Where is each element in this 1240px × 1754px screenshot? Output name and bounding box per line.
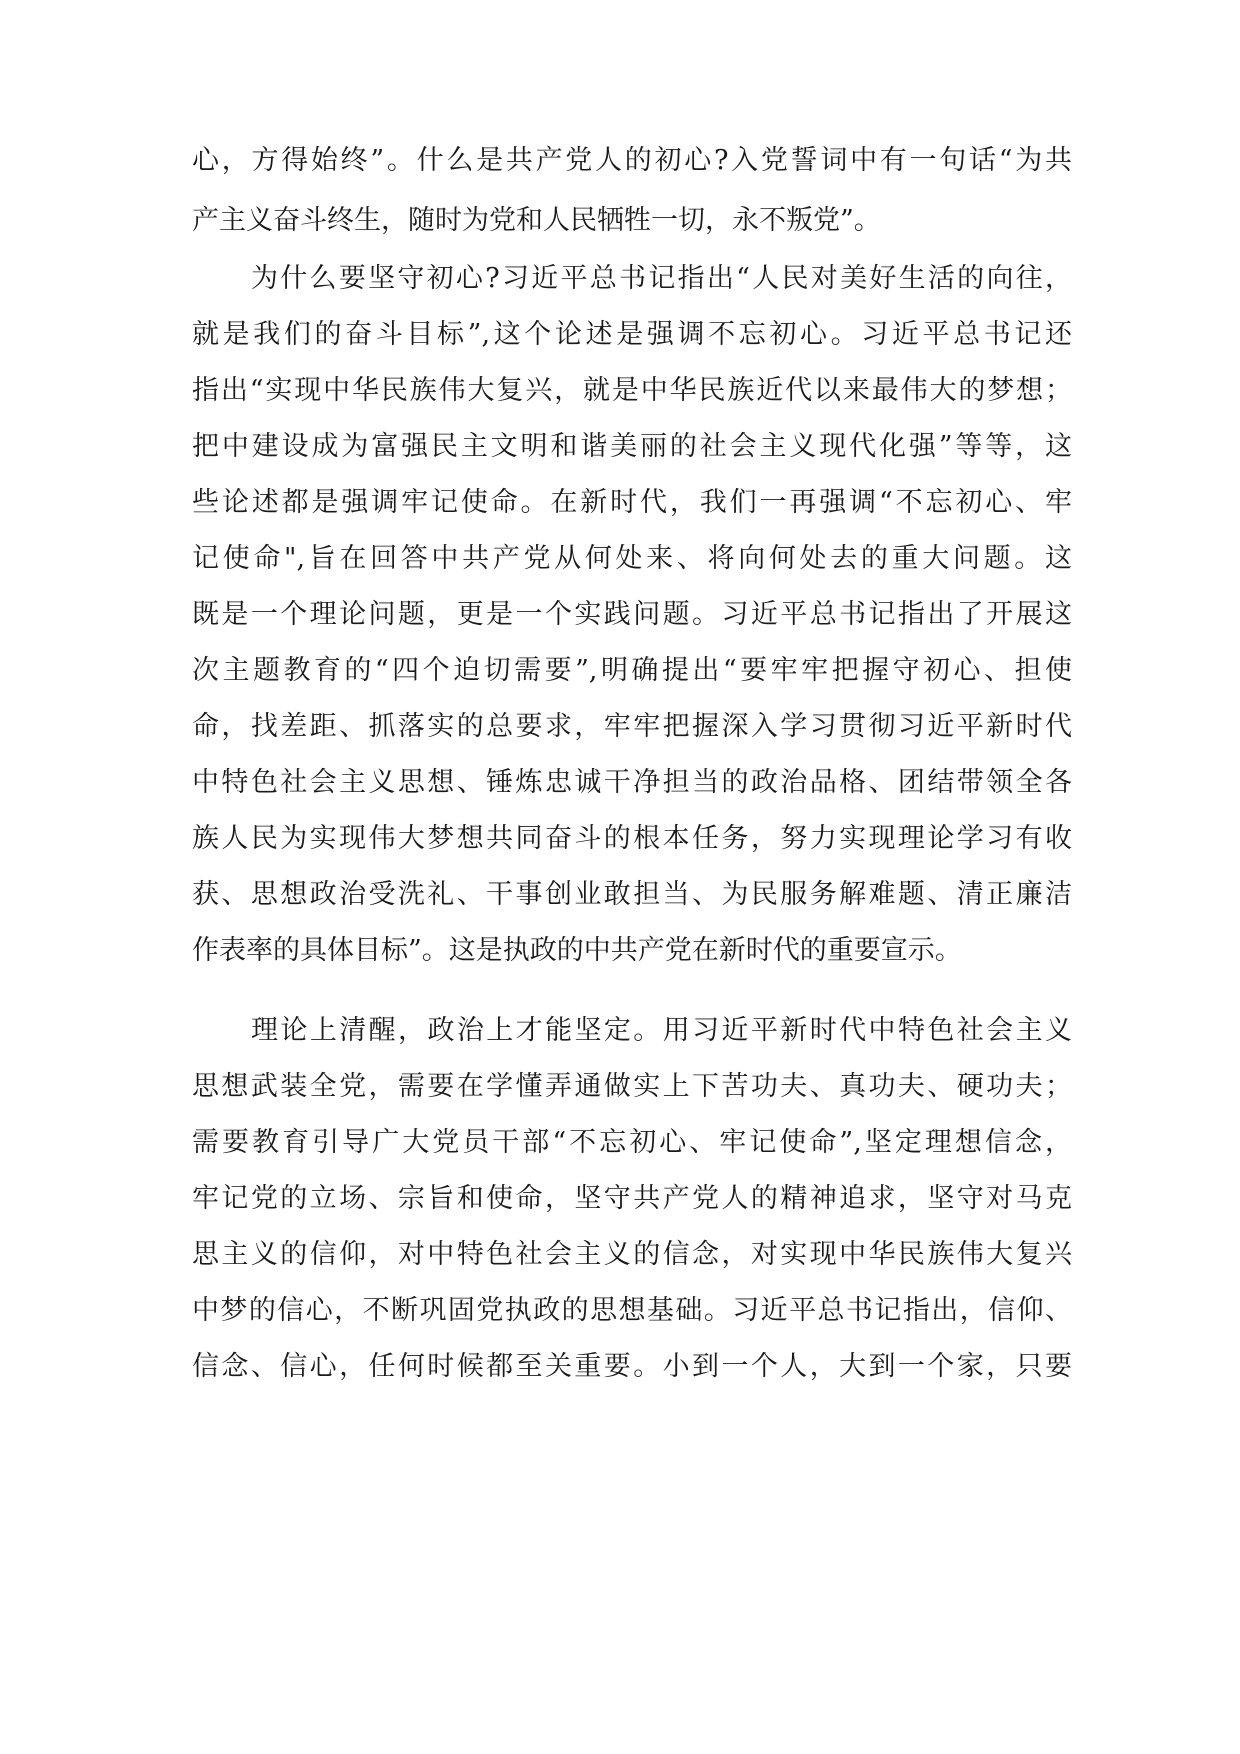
- paragraph-line: 思想武装全党，需要在学懂弄通做实上下苦功夫、真功夫、硬功夫；: [192, 1071, 1072, 1102]
- paragraph-line: 既是一个理论问题，更是一个实践问题。习近平总书记指出了开展这: [192, 599, 1072, 630]
- paragraph-line: 就是我们的奋斗目标”,这个论述是强调不忘初心。习近平总书记还: [192, 319, 1072, 350]
- paragraph-line: 中梦的信心，不断巩固党执政的思想基础。习近平总书记指出，信仰、: [192, 1295, 1072, 1326]
- paragraph-line: 产主义奋斗终生，随时为党和人民牺牲一切，永不叛党”。: [192, 205, 881, 236]
- paragraph-line: 中特色社会主义思想、锤炼忠诚干净担当的政治品格、团结带领全各: [192, 767, 1072, 798]
- paragraph-line: 命，找差距、抓落实的总要求，牢牢把握深入学习贯彻习近平新时代: [192, 711, 1072, 742]
- paragraph-line: 族人民为实现伟大梦想共同奋斗的根本任务，努力实现理论学习有收: [192, 823, 1072, 854]
- paragraph-line: 心，方得始终”。什么是共产党人的初心?入党誓词中有一句话“为共: [192, 145, 1072, 176]
- paragraph-line: 理论上清醒，政治上才能坚定。用习近平新时代中特色社会主义: [251, 1015, 1072, 1046]
- paragraph-line: 思主义的信仰，对中特色社会主义的信念，对实现中华民族伟大复兴: [192, 1239, 1072, 1270]
- paragraph-line: 获、思想政治受洗礼、干事创业敢担当、为民服务解难题、清正廉洁: [192, 879, 1072, 910]
- paragraph-line: 为什么要坚守初心?习近平总书记指出“人民对美好生活的向往，: [251, 263, 1072, 294]
- paragraph-line: 指出“实现中华民族伟大复兴，就是中华民族近代以来最伟大的梦想；: [192, 375, 1072, 406]
- paragraph-line: 记使命",旨在回答中共产党从何处来、将向何处去的重大问题。这: [192, 543, 1072, 574]
- paragraph-line: 次主题教育的“四个迫切需要”,明确提出“要牢牢把握守初心、担使: [192, 655, 1072, 686]
- paragraph-line: 信念、信心，任何时候都至关重要。小到一个人，大到一个家，只要: [192, 1351, 1072, 1382]
- paragraph-line: 作表率的具体目标”。这是执政的中共产党在新时代的重要宣示。: [192, 935, 962, 966]
- paragraph-line: 牢记党的立场、宗旨和使命，坚守共产党人的精神追求，坚守对马克: [192, 1183, 1072, 1214]
- paragraph-line: 把中建设成为富强民主文明和谐美丽的社会主义现代化强”等等，这: [192, 431, 1072, 462]
- paragraph-line: 需要教育引导广大党员干部“不忘初心、牢记使命”,坚定理想信念，: [192, 1127, 1072, 1158]
- paragraph-line: 些论述都是强调牢记使命。在新时代，我们一再强调“不忘初心、牢: [192, 487, 1072, 518]
